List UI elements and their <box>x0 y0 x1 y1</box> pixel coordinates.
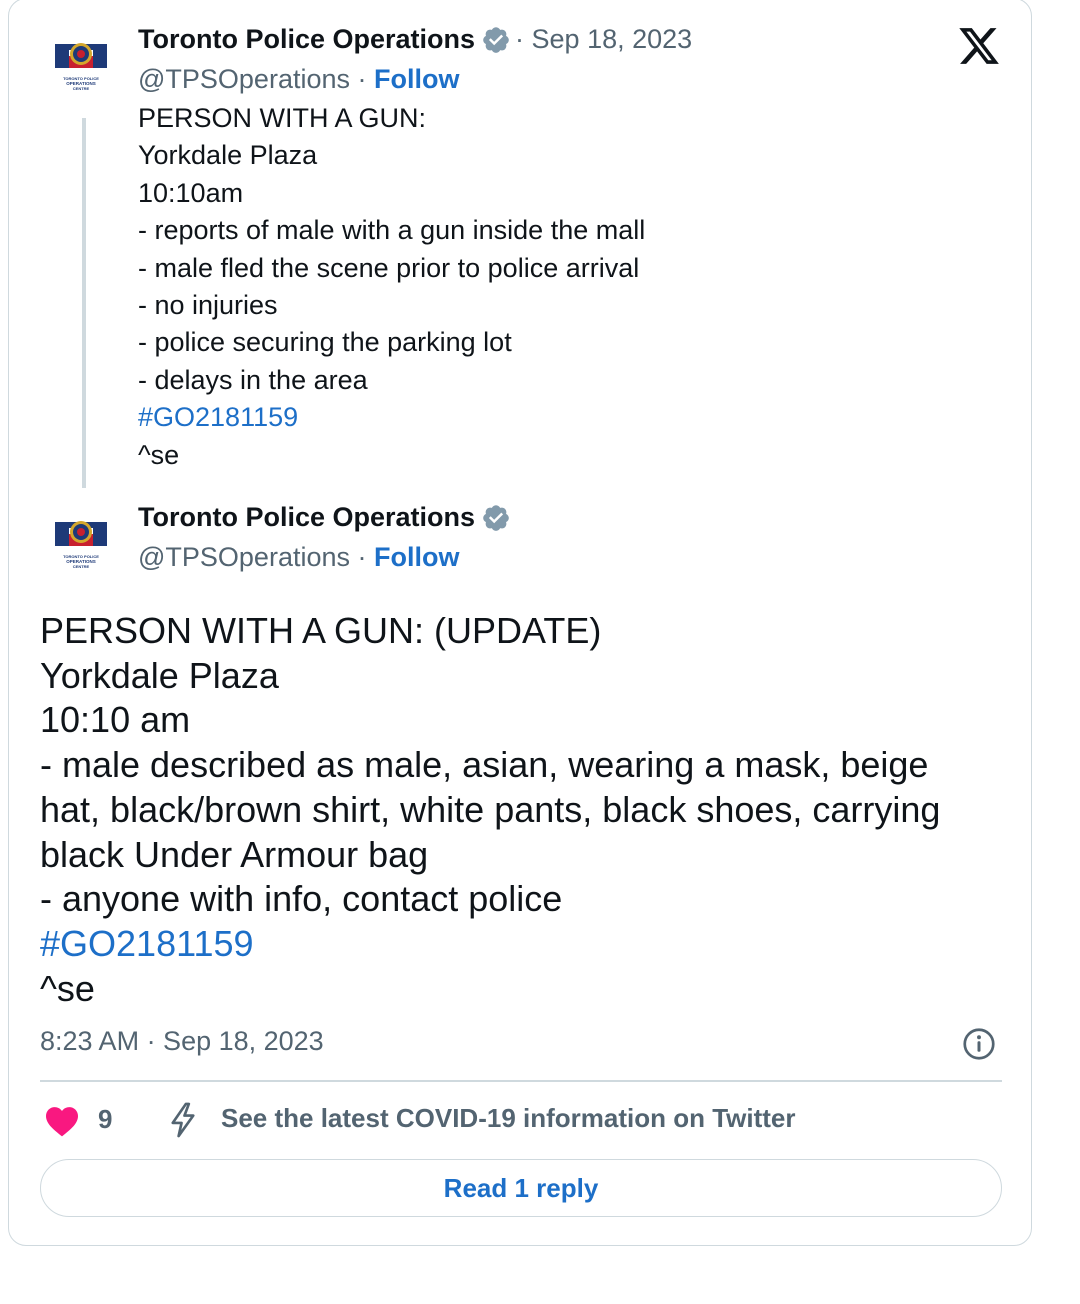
tweet-line: PERSON WITH A GUN: <box>138 103 427 133</box>
tweet-line: 10:10 am <box>40 699 191 741</box>
avatar-text-2: OPERATIONS <box>66 81 96 86</box>
tweet-line: - anyone with info, contact police <box>40 878 563 920</box>
heart-icon[interactable] <box>44 1105 80 1137</box>
avatar-text-1: TORONTO POLICE <box>63 554 99 559</box>
quoted-tweet-handle-row <box>138 64 460 95</box>
follow-button[interactable]: Follow <box>374 542 460 572</box>
tweet-line: PERSON WITH A GUN: (UPDATE) <box>40 610 602 651</box>
tweet-line: - male described as male, asian, wearing a mask, beige <box>40 744 929 786</box>
tweet-line: Yorkdale Plaza <box>138 140 318 171</box>
tweet-timestamp[interactable]: 8:23 AM · Sep 18, 2023 <box>40 1026 324 1056</box>
main-tweet-handle-row <box>138 542 460 573</box>
separator: · <box>357 64 375 94</box>
separator: · <box>357 542 375 572</box>
author-handle[interactable]: @TPSOperations <box>138 542 350 572</box>
author-name[interactable]: Toronto Police Operations <box>138 502 476 532</box>
author-avatar[interactable] <box>51 36 111 96</box>
author-handle[interactable]: @TPSOperations <box>138 64 350 94</box>
tweet-signature: ^se <box>40 967 95 1009</box>
follow-button[interactable]: Follow <box>374 64 460 94</box>
tweet-line: - no injuries <box>138 290 278 321</box>
quoted-tweet-date[interactable]: · Sep 18, 2023 <box>515 24 693 54</box>
hashtag-link[interactable]: #GO2181159 <box>138 402 299 433</box>
tweet-line: black Under Armour bag <box>40 833 429 875</box>
tweet-line: - delays in the area <box>138 364 368 395</box>
thread-connector-line <box>82 118 86 488</box>
tweet-signature: ^se <box>138 439 180 470</box>
like-count[interactable]: 9 <box>98 1104 113 1134</box>
main-tweet-text <box>40 609 940 1011</box>
author-avatar[interactable] <box>51 514 111 574</box>
tweet-line: - male fled the scene prior to police arrival <box>138 252 640 283</box>
verified-badge-icon <box>481 25 511 55</box>
quoted-tweet-header <box>138 24 692 55</box>
tweet-line: - police securing the parking lot <box>138 327 512 358</box>
lightning-icon <box>165 1101 201 1139</box>
info-icon[interactable] <box>961 1026 997 1062</box>
divider <box>40 1080 1002 1082</box>
tweet-line: 10:10am <box>138 177 244 208</box>
main-tweet-header <box>138 502 511 533</box>
tweet-line: - reports of male with a gun inside the mall <box>138 215 646 246</box>
avatar-text-1: TORONTO POLICE <box>63 76 99 81</box>
hashtag-link[interactable]: #GO2181159 <box>40 922 254 964</box>
x-logo-icon[interactable] <box>957 24 1001 68</box>
author-name[interactable]: Toronto Police Operations <box>138 24 476 54</box>
verified-badge-icon <box>481 503 511 533</box>
quoted-tweet-text <box>138 100 645 474</box>
read-replies-button[interactable]: Read 1 reply <box>40 1159 1002 1217</box>
covid-info-link[interactable]: See the latest COVID-19 information on Twitter <box>221 1103 796 1133</box>
avatar-text-3: CENTRE <box>72 564 90 569</box>
avatar-text-2: OPERATIONS <box>66 559 96 564</box>
avatar-text-3: CENTRE <box>72 86 90 91</box>
tweet-line: hat, black/brown shirt, white pants, black shoes, carrying <box>40 788 941 830</box>
tweet-line: Yorkdale Plaza <box>40 654 279 696</box>
